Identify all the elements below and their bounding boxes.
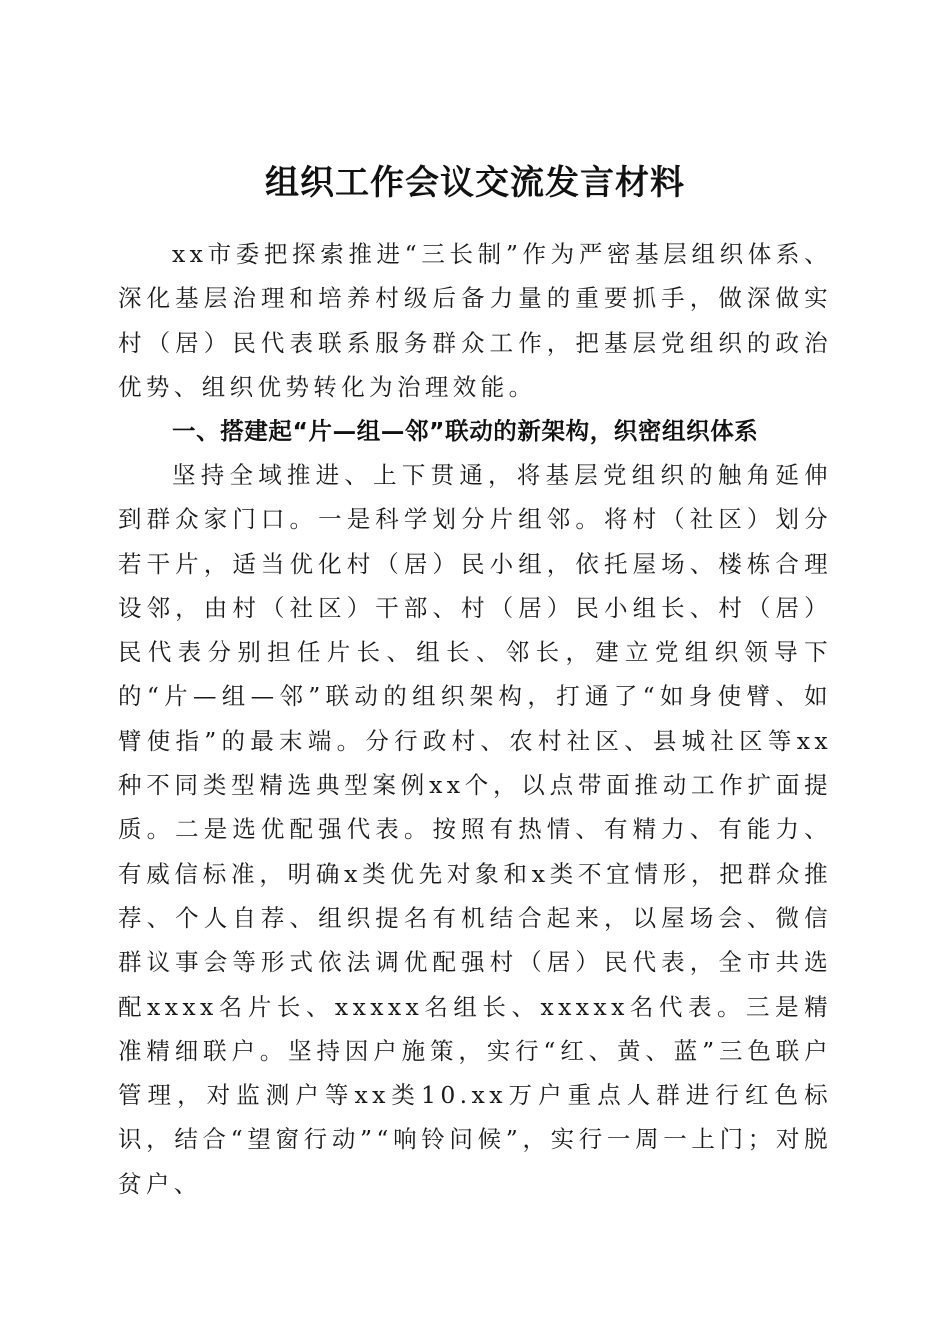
- document-title: 组织工作会议交流发言材料: [265, 162, 685, 203]
- section-heading: 一、搭建起“片—组—邻”联动的新架构，织密组织体系: [172, 417, 759, 445]
- intro-paragraph: xx市委把探索推进“三长制”作为严密基层组织体系、深化基层治理和培养村级后备力量的重要抓手，做深做实村（居）民代表联系服务群众工作，把基层党组织的政治优势、组织优势转化为治理效能。: [118, 240, 832, 401]
- section-paragraph: 坚持全域推进、上下贯通，将基层党组织的触角延伸到群众家门口。一是科学划分片组邻。将村（社区）划分若干片，适当优化村（居）民小组，依托屋场、楼栋合理设邻，由村（社区）干部、村（居）民小组长、村（居）民代表分别担任片长、组长、邻长，建立党组织领导下的“片—组—邻”联动的组织架构，打通了“如身使臂、如臂使指”的最末端。分行政村、农村社区、县城社区等xx种不同类型精选典型案例xx个，以点带面推动工作扩面提质。二是选优配强代表。按照有热情、有精力、有能力、有威信标准，明确x类优先对象和x类不宜情形，把群众推荐、个人自荐、组织提名有机结合起来，以屋场会、微信群议事会等形式依法调优配强村（居）民代表，全市共选配xxxx名片长、xxxxx名组长、xxxxx名代表。三是精准精细联户。坚持因户施策，实行“红、黄、蓝”三色联户管理，对监测户等xx类10.xx万户重点人群进行红色标识，结合“望窗行动”“响铃问候”，实行一周一上门；对脱贫户、: [118, 461, 832, 1198]
